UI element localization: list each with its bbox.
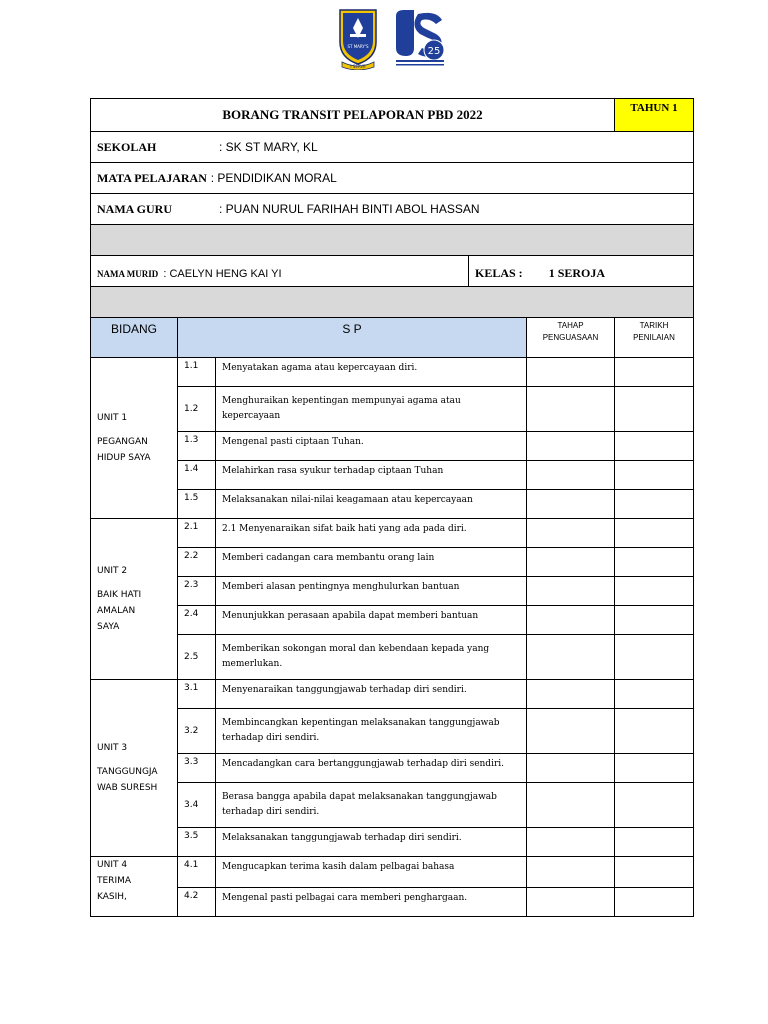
subject-label: MATA PELAJARAN: [97, 170, 207, 185]
teacher-label: NAMA GURU: [97, 201, 172, 216]
svg-text:I SERVE: I SERVE: [350, 64, 366, 69]
sp-text: Mencadangkan cara bertanggungjawab terhadap diri sendiri.: [216, 754, 527, 783]
class-label: KELAS :: [475, 265, 523, 280]
header-tarikh: [615, 318, 694, 358]
unit-cell: [91, 519, 178, 680]
sp-text: Menyatakan agama atau kepercayaan diri.: [216, 358, 527, 387]
sp-text: Membincangkan kepentingan melaksanakan tanggungjawab terhadap diri sendiri.: [216, 709, 527, 754]
tarikh-cell[interactable]: [615, 490, 694, 519]
sp-text: Melahirkan rasa syukur terhadap ciptaan Tuhan: [216, 461, 527, 490]
tahap-cell[interactable]: [527, 635, 615, 680]
tarikh-cell[interactable]: [615, 358, 694, 387]
sp-code: 1.3: [178, 432, 216, 461]
sp-code: 1.4: [178, 461, 216, 490]
sp-code: 3.1: [178, 680, 216, 709]
sp-text: Melaksanakan tanggungjawab terhadap diri sendiri.: [216, 828, 527, 857]
sp-code: 3.5: [178, 828, 216, 857]
logo-bar: [0, 4, 768, 72]
unit-title-line: WAB SURESH: [97, 783, 158, 793]
teacher-row: [91, 194, 694, 225]
tarikh-cell[interactable]: [615, 680, 694, 709]
sp-code: 3.2: [178, 709, 216, 754]
unit-title-line: KASIH,: [97, 892, 127, 902]
tahap-cell[interactable]: [527, 680, 615, 709]
unit-title-line: PEGANGAN: [97, 437, 148, 447]
unit-title-line: SAYA: [97, 622, 120, 632]
header-tarikh-line1: TARIKH: [639, 321, 669, 330]
student-label: NAMA MURID: [97, 268, 159, 279]
subject-value: : PENDIDIKAN MORAL: [210, 170, 337, 185]
header-sp: S P: [178, 318, 527, 358]
tahap-cell[interactable]: [527, 519, 615, 548]
sp-code: 2.3: [178, 577, 216, 606]
class-value: 1 SEROJA: [548, 265, 606, 280]
tarikh-cell[interactable]: [615, 828, 694, 857]
transit-report-form: [90, 98, 694, 917]
unit-cell: [91, 857, 178, 917]
tahap-cell[interactable]: [527, 888, 615, 917]
unit-name: UNIT 3: [97, 743, 128, 753]
sp-code: 2.1: [178, 519, 216, 548]
tahap-cell[interactable]: [527, 387, 615, 432]
tahap-cell[interactable]: [527, 754, 615, 783]
sp-text: Memberi cadangan cara membantu orang lain: [216, 548, 527, 577]
tarikh-cell[interactable]: [615, 432, 694, 461]
sp-text: Memberikan sokongan moral dan kebendaan kepada yang memerlukan.: [216, 635, 527, 680]
tarikh-cell[interactable]: [615, 519, 694, 548]
spacer-row: [91, 225, 694, 256]
sp-text: Menunjukkan perasaan apabila dapat memberi bantuan: [216, 606, 527, 635]
sp-code: 4.1: [178, 857, 216, 888]
school-row: [91, 132, 694, 163]
sp-text: Melaksanakan nilai-nilai keagamaan atau kepercayaan: [216, 490, 527, 519]
unit-cell: [91, 680, 178, 857]
year-badge: TAHUN 1: [615, 99, 694, 132]
tahap-cell[interactable]: [527, 577, 615, 606]
tahap-cell[interactable]: [527, 490, 615, 519]
unit-name: UNIT 1: [97, 413, 128, 423]
student-value: : CAELYN HENG KAI YI: [163, 267, 282, 280]
tahap-cell[interactable]: [527, 432, 615, 461]
svg-text:ST MARY'S: ST MARY'S: [347, 44, 369, 49]
school-crest-logo: [336, 6, 380, 70]
tarikh-cell[interactable]: [615, 548, 694, 577]
tahap-cell[interactable]: [527, 606, 615, 635]
sp-code: 2.4: [178, 606, 216, 635]
school-label: SEKOLAH: [97, 139, 157, 154]
class-cell: [469, 256, 694, 287]
header-tahap-line2: PENGUASAAN: [542, 333, 599, 342]
sp-text: Menyenaraikan tanggungjawab terhadap diri sendiri.: [216, 680, 527, 709]
unit-name: UNIT 2: [97, 566, 128, 576]
tarikh-cell[interactable]: [615, 461, 694, 490]
header-tarikh-line2: PENILAIAN: [633, 333, 675, 342]
tahap-cell[interactable]: [527, 358, 615, 387]
unit-title-line: AMALAN: [97, 606, 136, 616]
tahap-cell[interactable]: [527, 783, 615, 828]
tarikh-cell[interactable]: [615, 857, 694, 888]
school-value: : SK ST MARY, KL: [219, 139, 318, 154]
sp-text: Berasa bangga apabila dapat melaksanakan tanggungjawab terhadap diri sendiri.: [216, 783, 527, 828]
sp-code: 2.5: [178, 635, 216, 680]
sp-code: 1.1: [178, 358, 216, 387]
unit-title-line: BAIK HATI: [97, 590, 142, 600]
sp-text: 2.1 Menyenaraikan sifat baik hati yang ada pada diri.: [216, 519, 527, 548]
header-tahap: [527, 318, 615, 358]
sp-code: 4.2: [178, 888, 216, 917]
tahap-cell[interactable]: [527, 857, 615, 888]
header-bidang: BIDANG: [91, 318, 178, 358]
spacer-row: [91, 287, 694, 318]
sp-code: 2.2: [178, 548, 216, 577]
tahap-cell[interactable]: [527, 828, 615, 857]
unit-title-line: HIDUP SAYA: [97, 453, 151, 463]
program-logo: [392, 8, 448, 68]
sp-code: 3.3: [178, 754, 216, 783]
unit-title-line: TANGGUNGJA: [97, 767, 158, 777]
tarikh-cell[interactable]: [615, 888, 694, 917]
sp-text: Mengenal pasti pelbagai cara memberi penghargaan.: [216, 888, 527, 917]
teacher-value: : PUAN NURUL FARIHAH BINTI ABOL HASSAN: [219, 201, 480, 216]
student-cell: [91, 256, 469, 287]
tarikh-cell[interactable]: [615, 783, 694, 828]
sp-text: Mengucapkan terima kasih dalam pelbagai bahasa: [216, 857, 527, 888]
tarikh-cell[interactable]: [615, 635, 694, 680]
sp-code: 3.4: [178, 783, 216, 828]
sp-text: Memberi alasan pentingnya menghulurkan bantuan: [216, 577, 527, 606]
unit-name: UNIT 4: [97, 860, 128, 870]
tahap-cell[interactable]: [527, 709, 615, 754]
unit-title-line: TERIMA: [97, 876, 132, 886]
tahap-cell[interactable]: [527, 461, 615, 490]
header-tahap-line1: TAHAP: [557, 321, 584, 330]
unit-cell: [91, 358, 178, 519]
tarikh-cell[interactable]: [615, 606, 694, 635]
sp-text: Menghuraikan kepentingan mempunyai agama atau kepercayaan: [216, 387, 527, 432]
sp-text: Mengenal pasti ciptaan Tuhan.: [216, 432, 527, 461]
sp-code: 1.2: [178, 387, 216, 432]
tarikh-cell[interactable]: [615, 577, 694, 606]
tarikh-cell[interactable]: [615, 754, 694, 783]
sp-code: 1.5: [178, 490, 216, 519]
tarikh-cell[interactable]: [615, 709, 694, 754]
form-title: BORANG TRANSIT PELAPORAN PBD 2022: [91, 99, 615, 132]
subject-row: [91, 163, 694, 194]
svg-text:25: 25: [427, 46, 441, 57]
tarikh-cell[interactable]: [615, 387, 694, 432]
tahap-cell[interactable]: [527, 548, 615, 577]
